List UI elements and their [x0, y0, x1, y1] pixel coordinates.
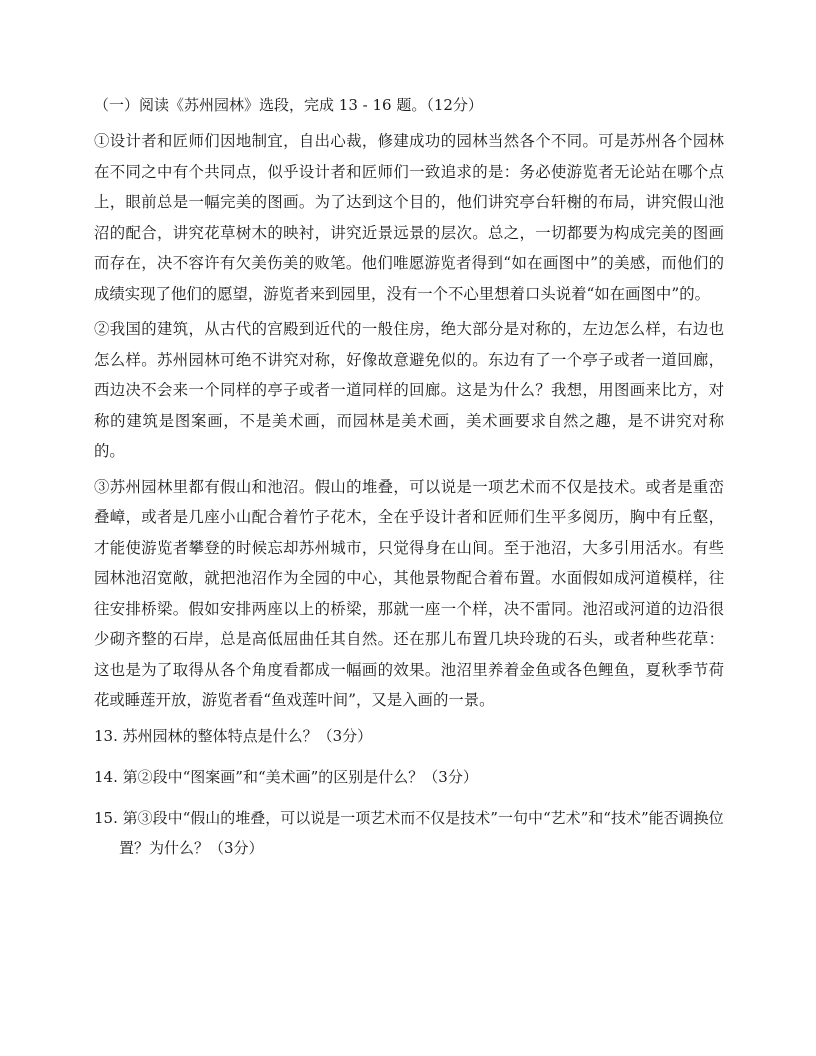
passage-paragraph-1: ①设计者和匠师们因地制宜，自出心裁，修建成功的园林当然各个不同。可是苏州各个园林在不同之中有个共同点，似乎设计者和匠师们一致追求的是：务必使游览者无论站在哪个点上，眼前总是一幅完美的图画。为了达到这个目的，他们讲究亭台轩榭的布局，讲究假山池沼的配合，讲究花草树木的映衬，讲究近景远景的层次。总之，一切都要为构成完美的图画而存在，决不容许有欠美伤美的败笔。他们唯愿游览者得到“如在画图中”的美感，而他们的成绩实现了他们的愿望，游览者来到园里，没有一个不心里想着口头说着“如在画图中”的。	[94, 132, 724, 303]
section-heading: （一）阅读《苏州园林》选段，完成 13 - 16 题。（12分）	[94, 96, 483, 114]
question-13: 13. 苏州园林的整体特点是什么？（3分）	[94, 726, 373, 745]
passage-paragraph-2: ②我国的建筑，从古代的宫殿到近代的一般住房，绝大部分是对称的，左边怎么样，右边也怎么样。苏州园林可绝不讲究对称，好像故意避免似的。东边有了一个亭子或者一道回廊，西边决不会来一个同样的亭子或者一道同样的回廊。这是为什么？我想，用图画来比方，对称的建筑是图案画，不是美术画，而园林是美术画，美术画要求自然之趣，是不讲究对称的。	[94, 320, 724, 460]
question-14: 14. 第②段中“图案画”和“美术画”的区别是什么？（3分）	[94, 767, 478, 786]
passage-paragraph-3: ③苏州园林里都有假山和池沼。假山的堆叠，可以说是一项艺术而不仅是技术。或者是重峦叠嶂，或者是几座小山配合着竹子花木，全在乎设计者和匠师们生平多阅历，胸中有丘壑，才能使游览者攀登的时候忘却苏州城市，只觉得身在山间。至于池沼，大多引用活水。有些园林池沼宽敞，就把池沼作为全园的中心，其他景物配合着布置。水面假如成河道模样，往往安排桥梁。假如安排两座以上的桥梁，那就一座一个样，决不雷同。池沼或河道的边沿很少砌齐整的石岸，总是高低屈曲任其自然。还在那儿布置几块玲珑的石头，或者种些花草：这也是为了取得从各个角度看都成一幅画的效果。池沼里养着金鱼或各色鲤鱼，夏秋季节荷花或睡莲开放，游览者看“鱼戏莲叶间”，又是入画的一景。	[94, 477, 724, 709]
question-15: 15. 第③段中“假山的堆叠，可以说是一项艺术而不仅是技术”一句中“艺术”和“技术”能否调换位置？为什么？（3分）	[94, 808, 724, 857]
exam-passage-page	[94, 92, 724, 874]
